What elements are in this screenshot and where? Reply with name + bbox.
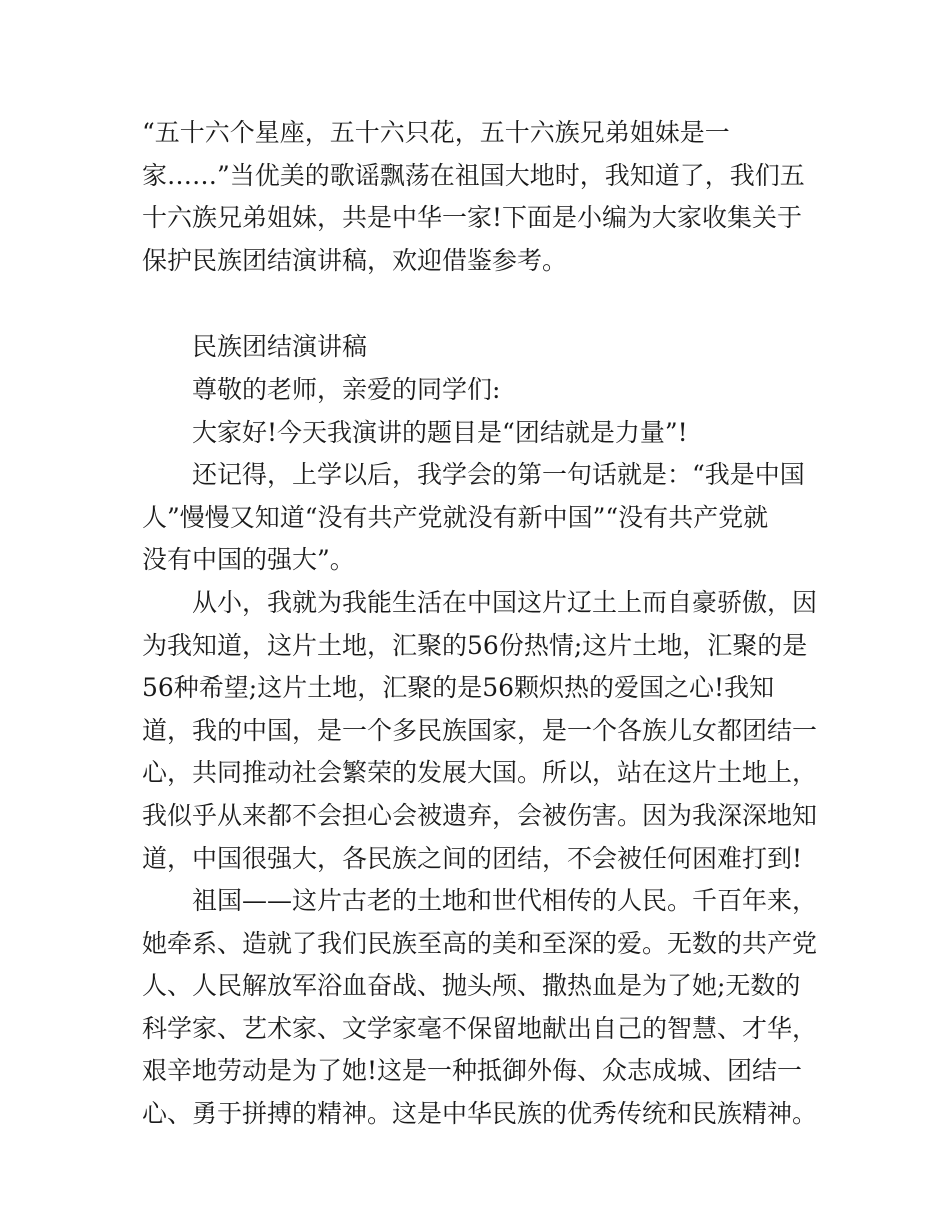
intro-paragraph [142,112,812,282]
paragraph-line: 56种希望;这片土地，汇聚的是56颗炽热的爱国之心!我知 [142,673,775,703]
speech-title: 民族团结演讲稿 [192,332,368,362]
paragraph-line: 祖国——这片古老的土地和世代相传的人民。千百年来， [192,886,818,916]
paragraph-line: 我似乎从来都不会担心会被遗弃，会被伤害。因为我深深地知 [142,800,818,830]
paragraph-line: 心、勇于拼搏的精神。这是中华民族的优秀传统和民族精神。 [142,1099,818,1129]
greeting: 大家好!今天我演讲的题目是“团结就是力量”! [192,417,688,447]
intro-line: “五十六个星座，五十六只花，五十六族兄弟姐妹是一 [142,118,730,147]
salutation: 尊敬的老师，亲爱的同学们: [192,374,501,404]
paragraph-line: 人、人民解放军浴血奋战、抛头颅、撒热血是为了她;无数的 [142,971,801,1001]
paragraph-line: 艰辛地劳动是为了她!这是一种抵御外侮、众志成城、团结一 [142,1056,803,1086]
paragraph-line: 从小，我就为我能生活在中国这片辽土上而自豪骄傲，因 [192,587,818,617]
intro-line: 十六族兄弟姐妹，共是中华一家!下面是小编为大家收集关于 [142,203,803,233]
paragraph-1 [142,454,812,582]
intro-line: 保护民族团结演讲稿，欢迎借鉴参考。 [142,245,568,275]
paragraph-line: 科学家、艺术家、文学家毫不保留地献出自己的智慧、才华， [142,1013,818,1043]
paragraph-line: 她牵系、造就了我们民族至高的美和至深的爱。无数的共产党 [142,928,818,958]
paragraph-line: 没有中国的强大”。 [142,545,355,575]
paragraph-line: 人”慢慢又知道“没有共产党就没有新中国”“没有共产党就 [142,502,769,532]
paragraph-2 [142,582,818,880]
paragraph-line: 道，我的中国，是一个多民族国家，是一个各族儿女都团结一 [142,715,818,745]
paragraph-line: 为我知道，这片土地，汇聚的56份热情;这片土地，汇聚的是 [142,630,808,660]
intro-line: 家……”当优美的歌谣飘荡在祖国大地时，我知道了，我们五 [142,160,805,190]
paragraph-line: 还记得，上学以后，我学会的第一句话就是：“我是中国 [192,460,805,490]
paragraph-gap [142,282,812,326]
document-body [142,112,818,1136]
paragraph-line: 道，中国很强大，各民族之间的团结，不会被任何困难打到! [142,843,803,873]
paragraph-3 [142,880,818,1136]
paragraph-line: 心，共同推动社会繁荣的发展大国。所以，站在这片土地上， [142,758,818,788]
